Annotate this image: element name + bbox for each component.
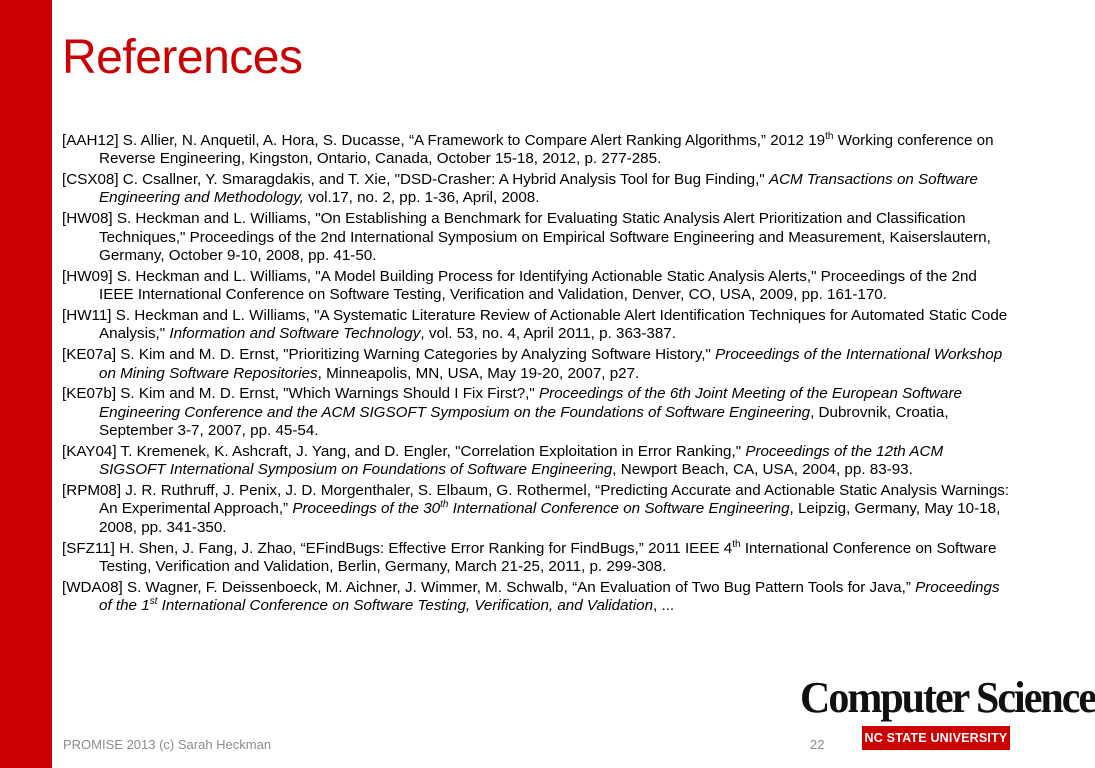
reference-text-segment: th [732, 538, 741, 550]
reference-text-segment: [HW11] S. Heckman and L. Williams, "A Systematic Literature Review of Actionable Alert Identification Techniques for Automated Static Code Analysis," [62, 307, 1008, 343]
reference-item [62, 482, 1014, 537]
reference-item [62, 346, 1014, 383]
reference-text-segment: th [825, 130, 834, 142]
reference-item [62, 307, 1014, 344]
reference-text-segment: [CSX08] C. Csallner, Y. Smaragdakis, and T. Xie, "DSD-Crasher: A Hybrid Analysis Tool for Bug Finding," [62, 171, 769, 189]
reference-text-segment: [HW08] S. Heckman and L. Williams, "On Establishing a Benchmark for Evaluating Static Analysis Alert Prioritization and Classification Techniques," Proceedings of the 2nd International Symposium on Empirical Software Engineering and Measurement, Kaiserslautern, Germany, October 9-10, 2008, pp. 41-50. [62, 210, 991, 264]
reference-text-segment: ACM Transactions on Software Engineering and Methodology, [99, 171, 978, 207]
reference-text-segment: International Conference on Software Testing, Verification, and Validation [157, 597, 654, 615]
reference-text-segment: , Leipzig, Germany, May 10-18, 2008, pp. 341-350. [99, 500, 1001, 536]
reference-text-segment: International Conference on Software Testing, Verification and Validation, Berlin, Germany, March 21-25, 2011, p. 299-308. [99, 539, 997, 575]
reference-text-segment: , Dubrovnik, Croatia, September 3-7, 2007, pp. 45-54. [99, 403, 949, 440]
reference-text-segment: st [149, 596, 158, 607]
reference-text-segment: [WDA08] S. Wagner, F. Deissenboeck, M. Aichner, J. Wimmer, M. Schwalb, “An Evaluation of Two Bug Pattern Tools for Java,” [62, 578, 916, 596]
reference-text-segment: Proceedings of the International Workshop on Mining Software Repositories [99, 346, 1003, 382]
reference-text-segment: , Minneapolis, MN, USA, May 19-20, 2007, p27. [317, 364, 640, 382]
reference-item [62, 268, 1014, 305]
reference-item [62, 579, 1014, 616]
reference-text-segment: [HW09] S. Heckman and L. Williams, "A Model Building Process for Identifying Actionable Static Analysis Alerts," Proceedings of the 2nd IEEE International Conference on Software Testing, Verification and Validation, Denver, CO, USA, 2009, pp. 161-170. [62, 267, 977, 304]
reference-item [62, 171, 1014, 208]
reference-list [62, 132, 1014, 618]
reference-text-segment: , vol. 53, no. 4, April 2011, p. 363-387. [420, 325, 676, 343]
reference-text-segment: [RPM08] J. R. Ruthruff, J. Penix, J. D. Morgenthaler, S. Elbaum, G. Rothermel, “Predicting Accurate and Actionable Static Analysis Warnings: An Experimental Approach,” [62, 482, 1010, 518]
reference-item [62, 385, 1014, 440]
reference-item [62, 132, 1014, 169]
reference-text-segment: [KE07b] S. Kim and M. D. Ernst, "Which Warnings Should I Fix First?," [62, 385, 539, 403]
reference-item [62, 443, 1014, 480]
reference-text-segment: [SFZ11] H. Shen, J. Fang, J. Zhao, “EFindBugs: Effective Error Ranking for FindBugs,” 2011 IEEE 4 [62, 539, 733, 557]
page-number: 22 [810, 737, 825, 752]
reference-text-segment: Working conference on Reverse Engineering, Kingston, Ontario, Canada, October 15-18, 2012, p. 277-285. [99, 132, 994, 168]
logo-dept-text: Computer Science [800, 674, 1095, 723]
reference-text-segment: Proceedings of the 30 [292, 500, 441, 518]
reference-text-segment: Proceedings of the 1 [99, 578, 1000, 615]
side-accent-bar [0, 0, 52, 768]
reference-text-segment: [AAH12] S. Allier, N. Anquetil, A. Hora, S. Ducasse, “A Framework to Compare Alert Ranking Algorithms,” 2012 19 [62, 132, 826, 149]
reference-text-segment: [KAY04] T. Kremenek, K. Ashcraft, J. Yang, and D. Engler, "Correlation Exploitation in Error Ranking," [62, 442, 746, 460]
computer-science-logo [800, 674, 1095, 756]
reference-text-segment: Proceedings of the 12th ACM SIGSOFT International Symposium on Foundations of Software Engineering [99, 442, 944, 479]
footer-credit: PROMISE 2013 (c) Sarah Heckman [63, 737, 272, 752]
reference-text-segment: International Conference on Software Engineering [448, 500, 790, 518]
reference-text-segment: vol.17, no. 2, pp. 1-36, April, 2008. [303, 189, 540, 207]
reference-item [62, 540, 1014, 577]
reference-text-segment: th [440, 499, 449, 511]
logo-university-badge: NC STATE UNIVERSITY [862, 726, 1010, 750]
reference-text-segment: , Newport Beach, CA, USA, 2004, pp. 83-93. [612, 461, 913, 479]
reference-item [62, 210, 1014, 265]
reference-text-segment: Proceedings of the 6th Joint Meeting of the European Software Engineering Conference and the ACM SIGSOFT Symposium on the Foundations of Software Engineering [99, 385, 962, 421]
slide-title: References [62, 31, 303, 84]
reference-text-segment: Information and Software Technology [169, 325, 421, 343]
reference-text-segment: , ... [653, 597, 675, 615]
reference-text-segment: [KE07a] S. Kim and M. D. Ernst, "Prioritizing Warning Categories by Analyzing Software History," [62, 346, 716, 364]
